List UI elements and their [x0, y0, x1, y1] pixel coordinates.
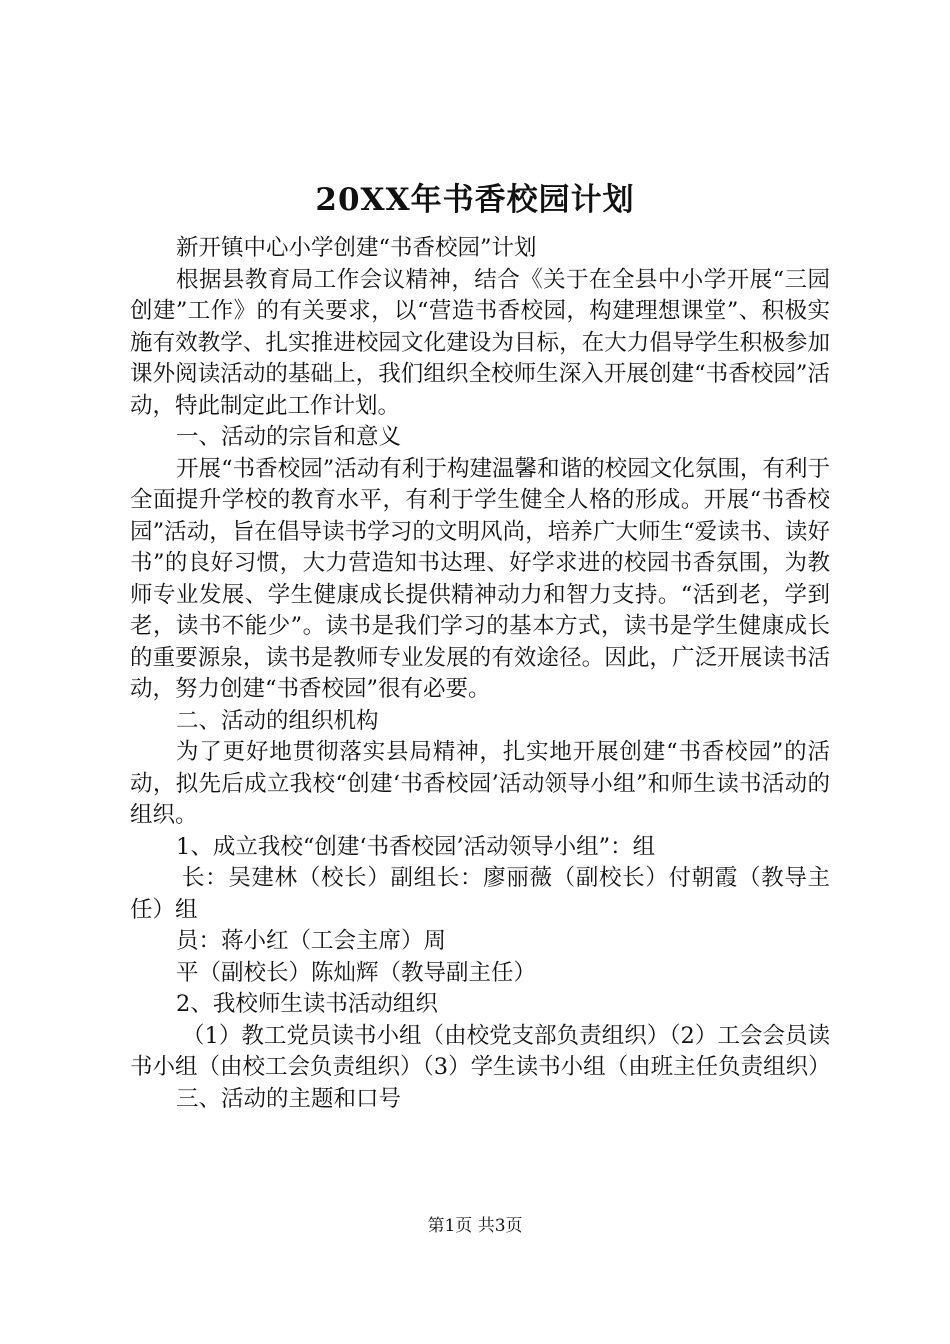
- document-body: [130, 233, 830, 1115]
- section-heading-1: 一、活动的宗旨和意义: [176, 424, 402, 450]
- section-2-paragraph: 为了更好地贯彻落实县局精神，扎实地开展创建“书香校园”的活动，拟先后成立我校“创建‘书香校园’活动领导小组”和师生读书活动的组织。: [130, 739, 830, 828]
- section-heading-2: 二、活动的组织机构: [176, 707, 379, 734]
- section-heading-3: 三、活动的主题和口号: [176, 1085, 402, 1112]
- document-title: 20XX年书香校园计划: [315, 182, 635, 218]
- reading-groups-paragraph: （1）教工党员读书小组（由校党支部负责组织）（2）工会会员读书小组（由校工会负责组织）（3）学生读书小组（由班主任负责组织）: [130, 1022, 831, 1080]
- members-line-1: 员：蒋小红（工会主席）周: [176, 928, 447, 954]
- members-line-2: 平（副校长）陈灿辉（教导副主任）: [176, 959, 537, 986]
- leadership-members-line: 长：吴建林（校长）副组长：廖丽薇（副校长）付朝霞（教导主任）组: [130, 865, 830, 923]
- plan-subtitle: 新开镇中心小学创建“书香校园”计划: [176, 235, 537, 261]
- page-number-footer: 第1页 共3页: [427, 1216, 523, 1236]
- intro-paragraph: 根据县教育局工作会议精神，结合《关于在全县中小学开展“三园创建”工作》的有关要求，以“营造书香校园，构建理想课堂”、积极实施有效教学、扎实推进校园文化建设为目标，在大力倡导学生积极参加课外阅读活动的基础上，我们组织全校师生深入开展创建“书香校园”活动，特此制定此工作计划。: [130, 266, 830, 419]
- section-1-paragraph: 开展“书香校园”活动有利于构建温馨和谐的校园文化氛围，有利于全面提升学校的教育水平，有利于学生健全人格的形成。开展“书香校园”活动，旨在倡导读书学习的文明风尚，培养广大师生“爱读书、读好书”的良好习惯，大力营造知书达理、好学求进的校园书香氛围，为教师专业发展、学生健康成长提供精神动力和智力支持。“活到老，学到老，读书不能少”。读书是我们学习的基本方式，读书是学生健康成长的重要源泉，读书是教师专业发展的有效途径。因此，广泛开展读书活动，努力创建“书香校园”很有必要。: [130, 455, 830, 702]
- leadership-group-item: 1、成立我校“创建‘书香校园’活动领导小组”：组: [176, 833, 656, 860]
- reading-organization-item: 2、我校师生读书活动组织: [176, 991, 438, 1017]
